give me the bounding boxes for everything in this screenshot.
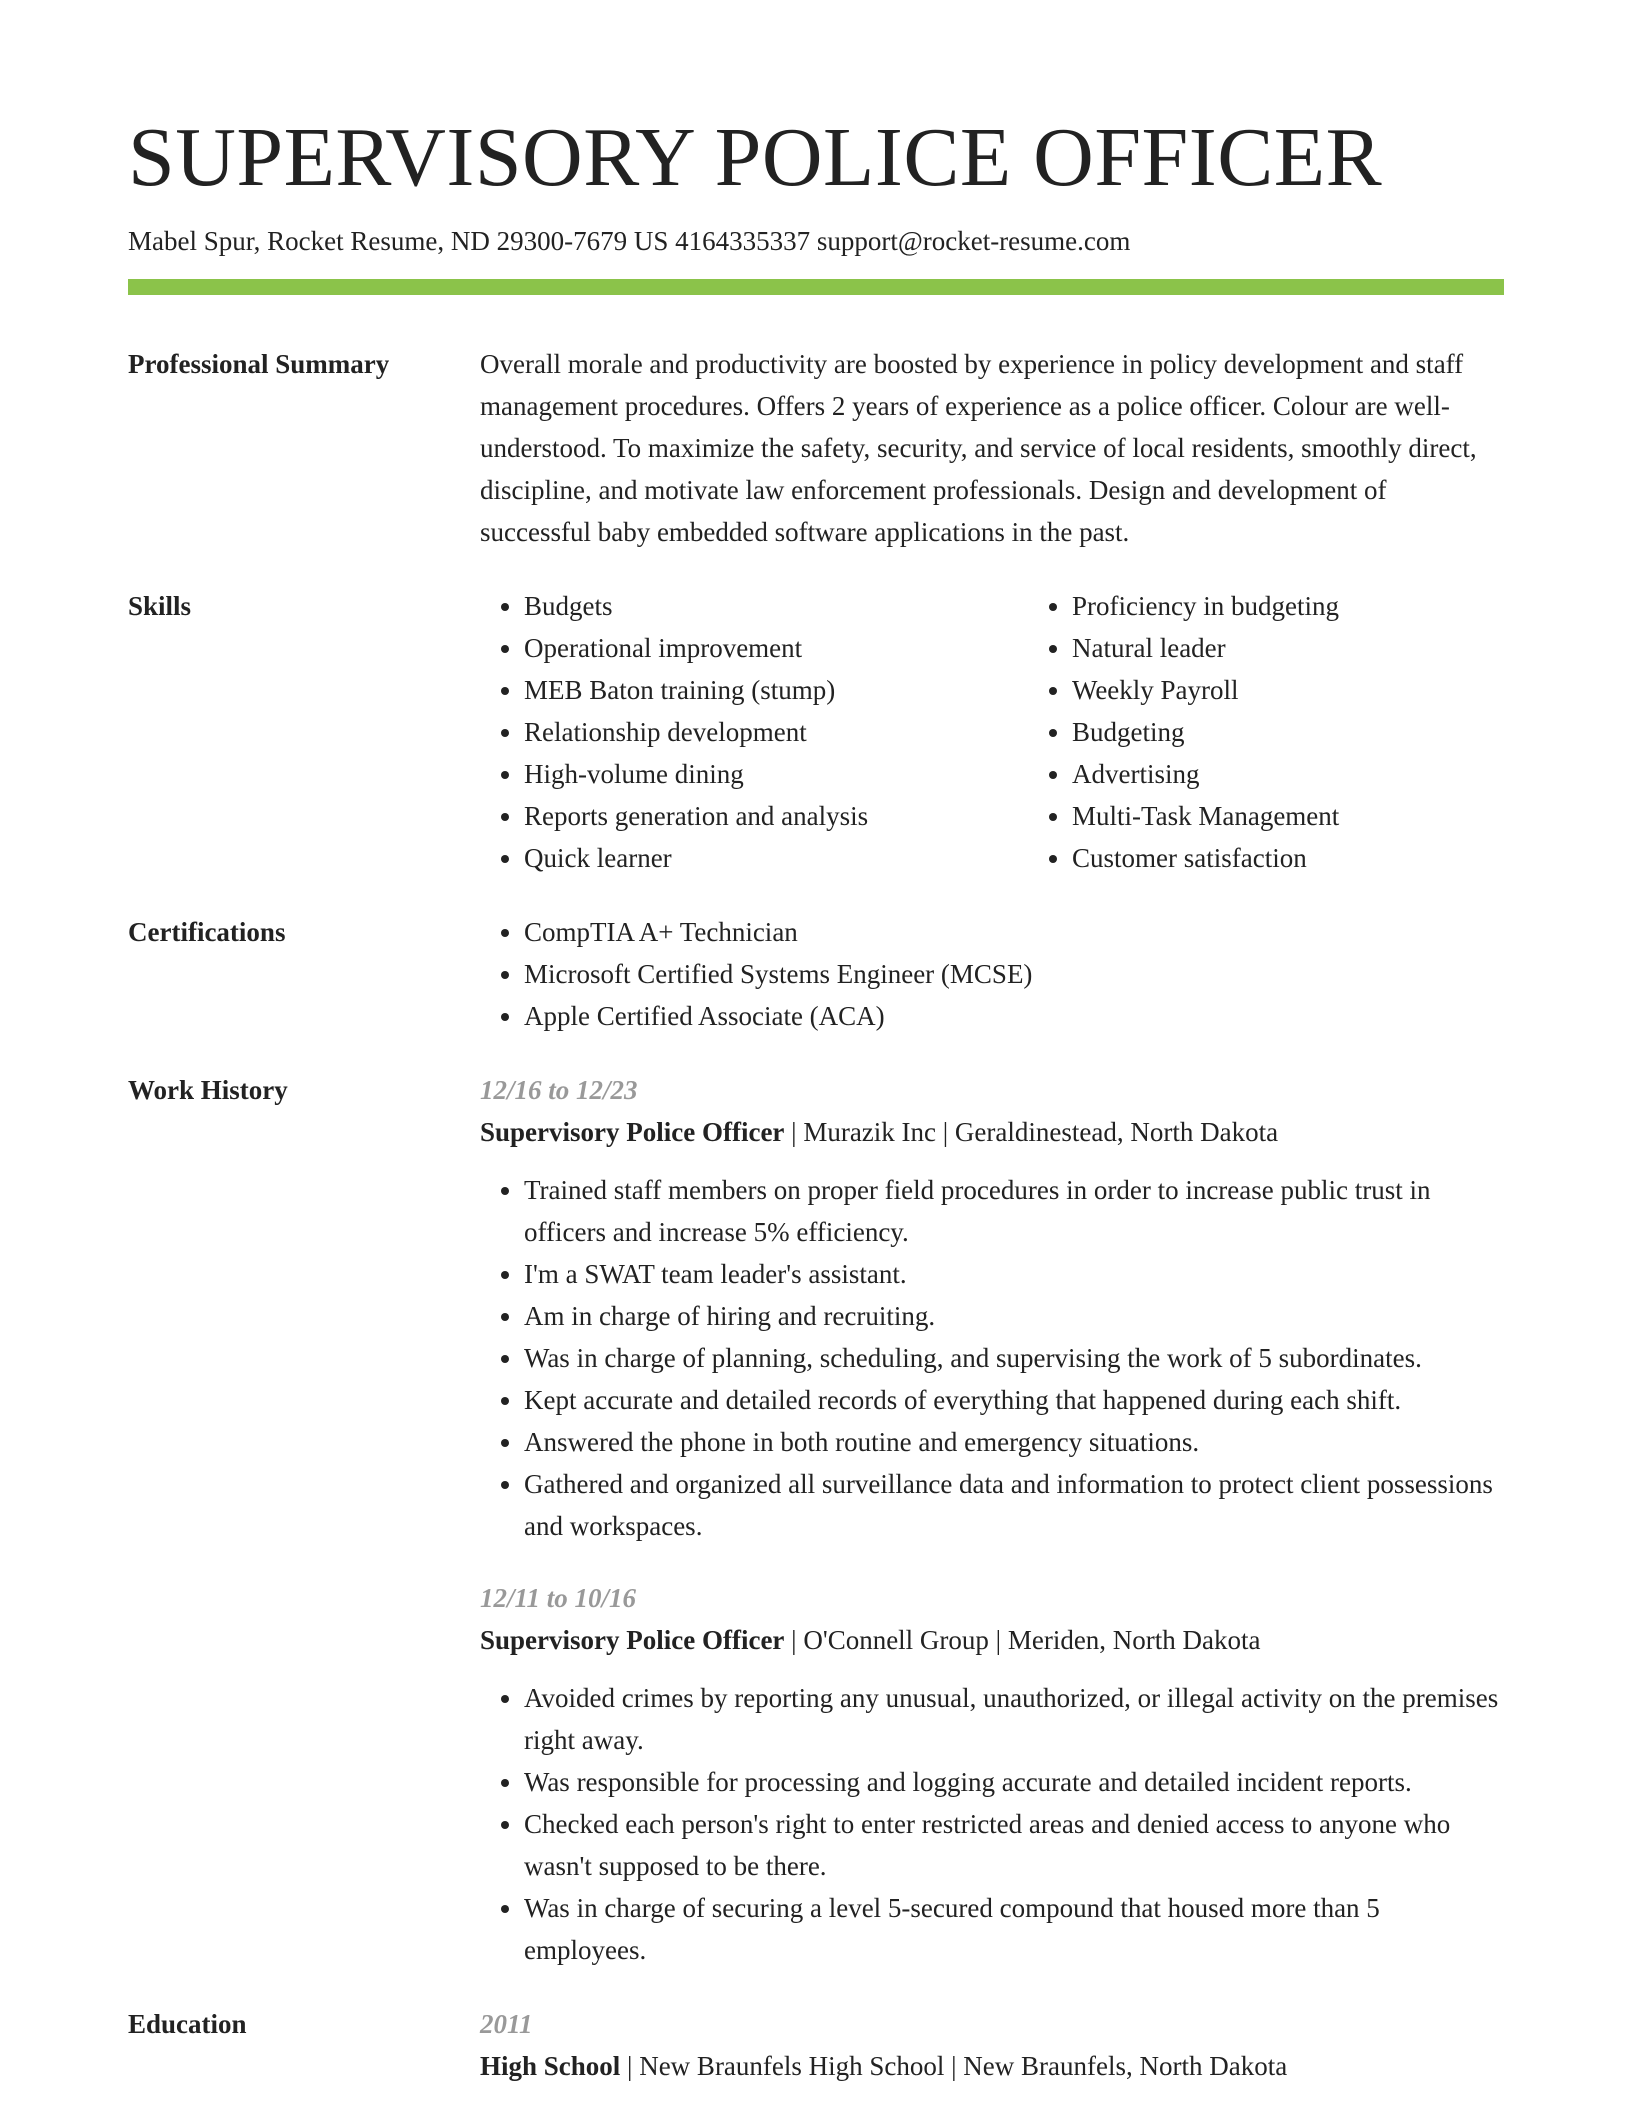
education-heading: Education <box>128 2009 247 2040</box>
skill-item: • Proficiency in budgeting <box>1072 585 1504 627</box>
accent-divider <box>128 279 1504 295</box>
skill-item: • Multi-Task Management <box>1072 795 1504 837</box>
certifications-body <box>480 911 1504 1037</box>
certifications-section <box>128 911 1504 1037</box>
skills-body <box>480 585 1504 879</box>
job-bullet: • Checked each person's right to enter restricted areas and denied access to anyone who wasn't supposed to be there. <box>524 1803 1504 1887</box>
job-bullet: • Kept accurate and detailed records of everything that happened during each shift. <box>524 1379 1504 1421</box>
education-header <box>480 2045 1504 2087</box>
job-header <box>480 1619 1504 1661</box>
summary-section <box>128 343 1504 553</box>
summary-body <box>480 343 1504 553</box>
work-history-section <box>128 1069 1504 1971</box>
skill-item: • Natural leader <box>1072 627 1504 669</box>
job-bullet: • Gathered and organized all surveillance data and information to protect client possessions and workspaces. <box>524 1463 1504 1547</box>
job-header <box>480 1111 1504 1153</box>
skill-item: • Customer satisfaction <box>1072 837 1504 879</box>
skills-heading: Skills <box>128 591 192 622</box>
summary-text: Overall morale and productivity are boosted by experience in policy development and staff management procedures. Offers 2 years of experience as a police officer. Colour are well-understood. To maximize the safety, security, and service of local residents, smoothly direct, discipline, and motivate law enforcement professionals. Design and development of successful baby embedded software applications in the past. <box>480 349 1477 548</box>
education-section <box>128 2003 1504 2087</box>
skills-section <box>128 585 1504 879</box>
certifications-list <box>480 911 1504 1037</box>
candidate-title: SUPERVISORY POLICE OFFICER <box>128 111 1383 204</box>
job-bullet: • Was in charge of planning, scheduling, and supervising the work of 5 subordinates. <box>524 1337 1504 1379</box>
skill-item: • Quick learner <box>524 837 1028 879</box>
job-details: | Murazik Inc | Geraldinestead, North Dakota <box>784 1117 1279 1148</box>
job-dates: 12/16 to 12/23 <box>480 1075 638 1106</box>
skill-item: • Advertising <box>1072 753 1504 795</box>
job-bullet-list <box>480 1677 1504 1971</box>
skill-item: • Relationship development <box>524 711 1028 753</box>
job-bullet: • Am in charge of hiring and recruiting. <box>524 1295 1504 1337</box>
job-bullet-list <box>480 1169 1504 1547</box>
education-body <box>480 2003 1504 2087</box>
skill-item: • Weekly Payroll <box>1072 669 1504 711</box>
job-entry <box>480 1069 1504 1547</box>
job-bullet: • Avoided crimes by reporting any unusual, unauthorized, or illegal activity on the premises right away. <box>524 1677 1504 1761</box>
skill-item: • High-volume dining <box>524 753 1028 795</box>
skill-item: • Budgeting <box>1072 711 1504 753</box>
skills-list-right <box>1028 585 1504 879</box>
job-bullet: • Was in charge of securing a level 5-secured compound that housed more than 5 employees. <box>524 1887 1504 1971</box>
work-history-heading: Work History <box>128 1075 288 1106</box>
skills-list-left <box>480 585 1028 879</box>
job-bullet: • Answered the phone in both routine and emergency situations. <box>524 1421 1504 1463</box>
job-title: Supervisory Police Officer <box>480 1625 785 1656</box>
certification-item: • CompTIA A+ Technician <box>524 911 1504 953</box>
certifications-heading: Certifications <box>128 917 286 948</box>
skill-item: • Budgets <box>524 585 1028 627</box>
job-entry <box>480 1577 1504 1971</box>
job-bullet: • I'm a SWAT team leader's assistant. <box>524 1253 1504 1295</box>
skill-item: • MEB Baton training (stump) <box>524 669 1028 711</box>
job-details: | O'Connell Group | Meriden, North Dakota <box>784 1625 1261 1656</box>
skill-item: • Reports generation and analysis <box>524 795 1028 837</box>
education-details: | New Braunfels High School | New Braunfels, North Dakota <box>620 2051 1288 2082</box>
job-bullet: • Was responsible for processing and logging accurate and detailed incident reports. <box>524 1761 1504 1803</box>
job-bullet: • Trained staff members on proper field procedures in order to increase public trust in officers and increase 5% efficiency. <box>524 1169 1504 1253</box>
contact-line: Mabel Spur, Rocket Resume, ND 29300-7679 US 4164335337 support@rocket-resume.com <box>128 226 1131 257</box>
job-dates: 12/11 to 10/16 <box>480 1583 637 1614</box>
certification-item: • Microsoft Certified Systems Engineer (MCSE) <box>524 953 1504 995</box>
job-title: Supervisory Police Officer <box>480 1117 785 1148</box>
work-history-body <box>480 1069 1504 1971</box>
skill-item: • Operational improvement <box>524 627 1028 669</box>
certification-item: • Apple Certified Associate (ACA) <box>524 995 1504 1037</box>
summary-heading: Professional Summary <box>128 349 390 380</box>
education-degree: High School <box>480 2051 621 2082</box>
education-year: 2011 <box>480 2009 533 2040</box>
